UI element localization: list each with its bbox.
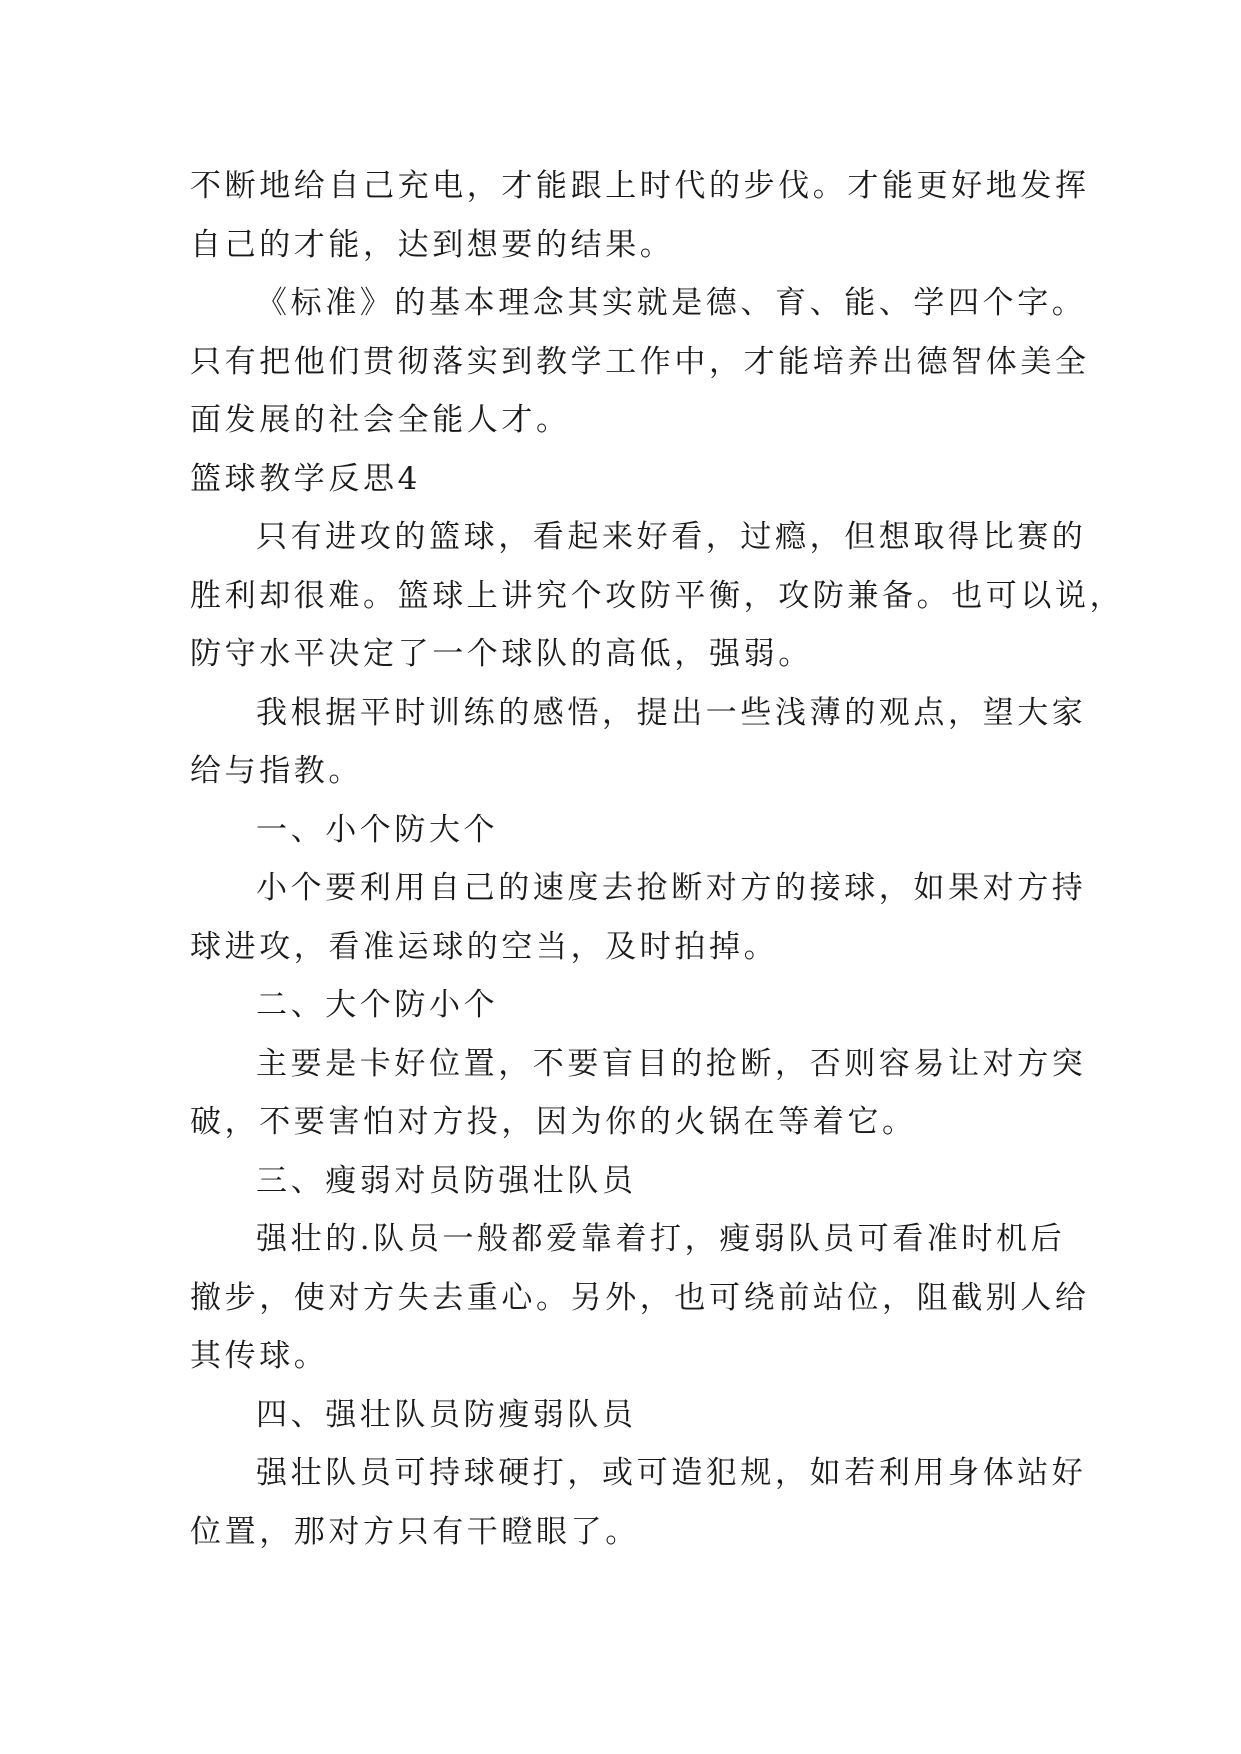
- paragraph-p4: [190, 684, 1087, 801]
- subheading-text: 四、强壮队员防瘦弱队员: [256, 1396, 637, 1433]
- paragraph-p3: [190, 508, 1125, 684]
- section-heading: [190, 450, 1060, 509]
- text-line: 强壮的.队员一般都爱靠着打，瘦弱队员可看准时机后: [256, 1221, 1066, 1257]
- paragraph-p8: [190, 1444, 1087, 1561]
- subheading-3: [190, 1152, 1060, 1211]
- text-line: 防守水平决定了一个球队的高低，强弱。: [190, 636, 813, 672]
- subheading-1: [190, 801, 1060, 860]
- subheading-text: 一、小个防大个: [256, 811, 499, 848]
- text-line: 破，不要害怕对方投，因为你的火锅在等着它。: [190, 1104, 917, 1140]
- text-line: 我根据平时训练的感悟，提出一些浅薄的观点，望大家: [256, 694, 1087, 731]
- subheading-text: 二、大个防小个: [256, 987, 499, 1023]
- text-line: 给与指教。: [190, 753, 363, 789]
- text-line: 胜利却很难。篮球上讲究个攻防平衡，攻防兼备。也可以说，: [190, 577, 1125, 614]
- text-line: 撤步，使对方失去重心。另外，也可绕前站位，阻截别人给: [190, 1279, 1090, 1316]
- paragraph-p5: [190, 859, 1087, 976]
- text-line: 只有把他们贯彻落实到教学工作中，才能培养出德智体美全: [190, 343, 1090, 380]
- text-line: 自己的才能，达到想要的结果。: [190, 226, 675, 263]
- text-line: 《标准》的基本理念其实就是德、育、能、学四个字。: [256, 285, 1087, 321]
- text-line: 不断地给自己充电，才能跟上时代的步伐。才能更好地发挥: [190, 168, 1090, 204]
- text-line: 强壮队员可持球硬打，或可造犯规，如若利用身体站好: [256, 1455, 1087, 1491]
- text-line: 球进攻，看准运球的空当，及时拍掉。: [190, 928, 779, 965]
- text-line: 小个要利用自己的速度去抢断对方的接球，如果对方持: [256, 870, 1087, 906]
- document-body: [190, 157, 1125, 1561]
- subheading-4: [190, 1386, 1060, 1445]
- heading-text: 篮球教学反思4: [190, 460, 421, 497]
- text-line: 面发展的社会全能人才。: [190, 402, 571, 438]
- text-line: 只有进攻的篮球，看起来好看，过瘾，但想取得比赛的: [256, 519, 1087, 555]
- paragraph-p1: [190, 157, 1090, 274]
- text-line: 主要是卡好位置，不要盲目的抢断，否则容易让对方突: [256, 1045, 1087, 1082]
- text-line: 位置，那对方只有干瞪眼了。: [190, 1513, 640, 1550]
- paragraph-p2: [190, 274, 1090, 450]
- paragraph-p6: [190, 1035, 1087, 1152]
- paragraph-p7: [190, 1210, 1090, 1386]
- subheading-text: 三、瘦弱对员防强壮队员: [256, 1162, 637, 1199]
- text-line: 其传球。: [190, 1338, 329, 1374]
- subheading-2: [190, 976, 1060, 1035]
